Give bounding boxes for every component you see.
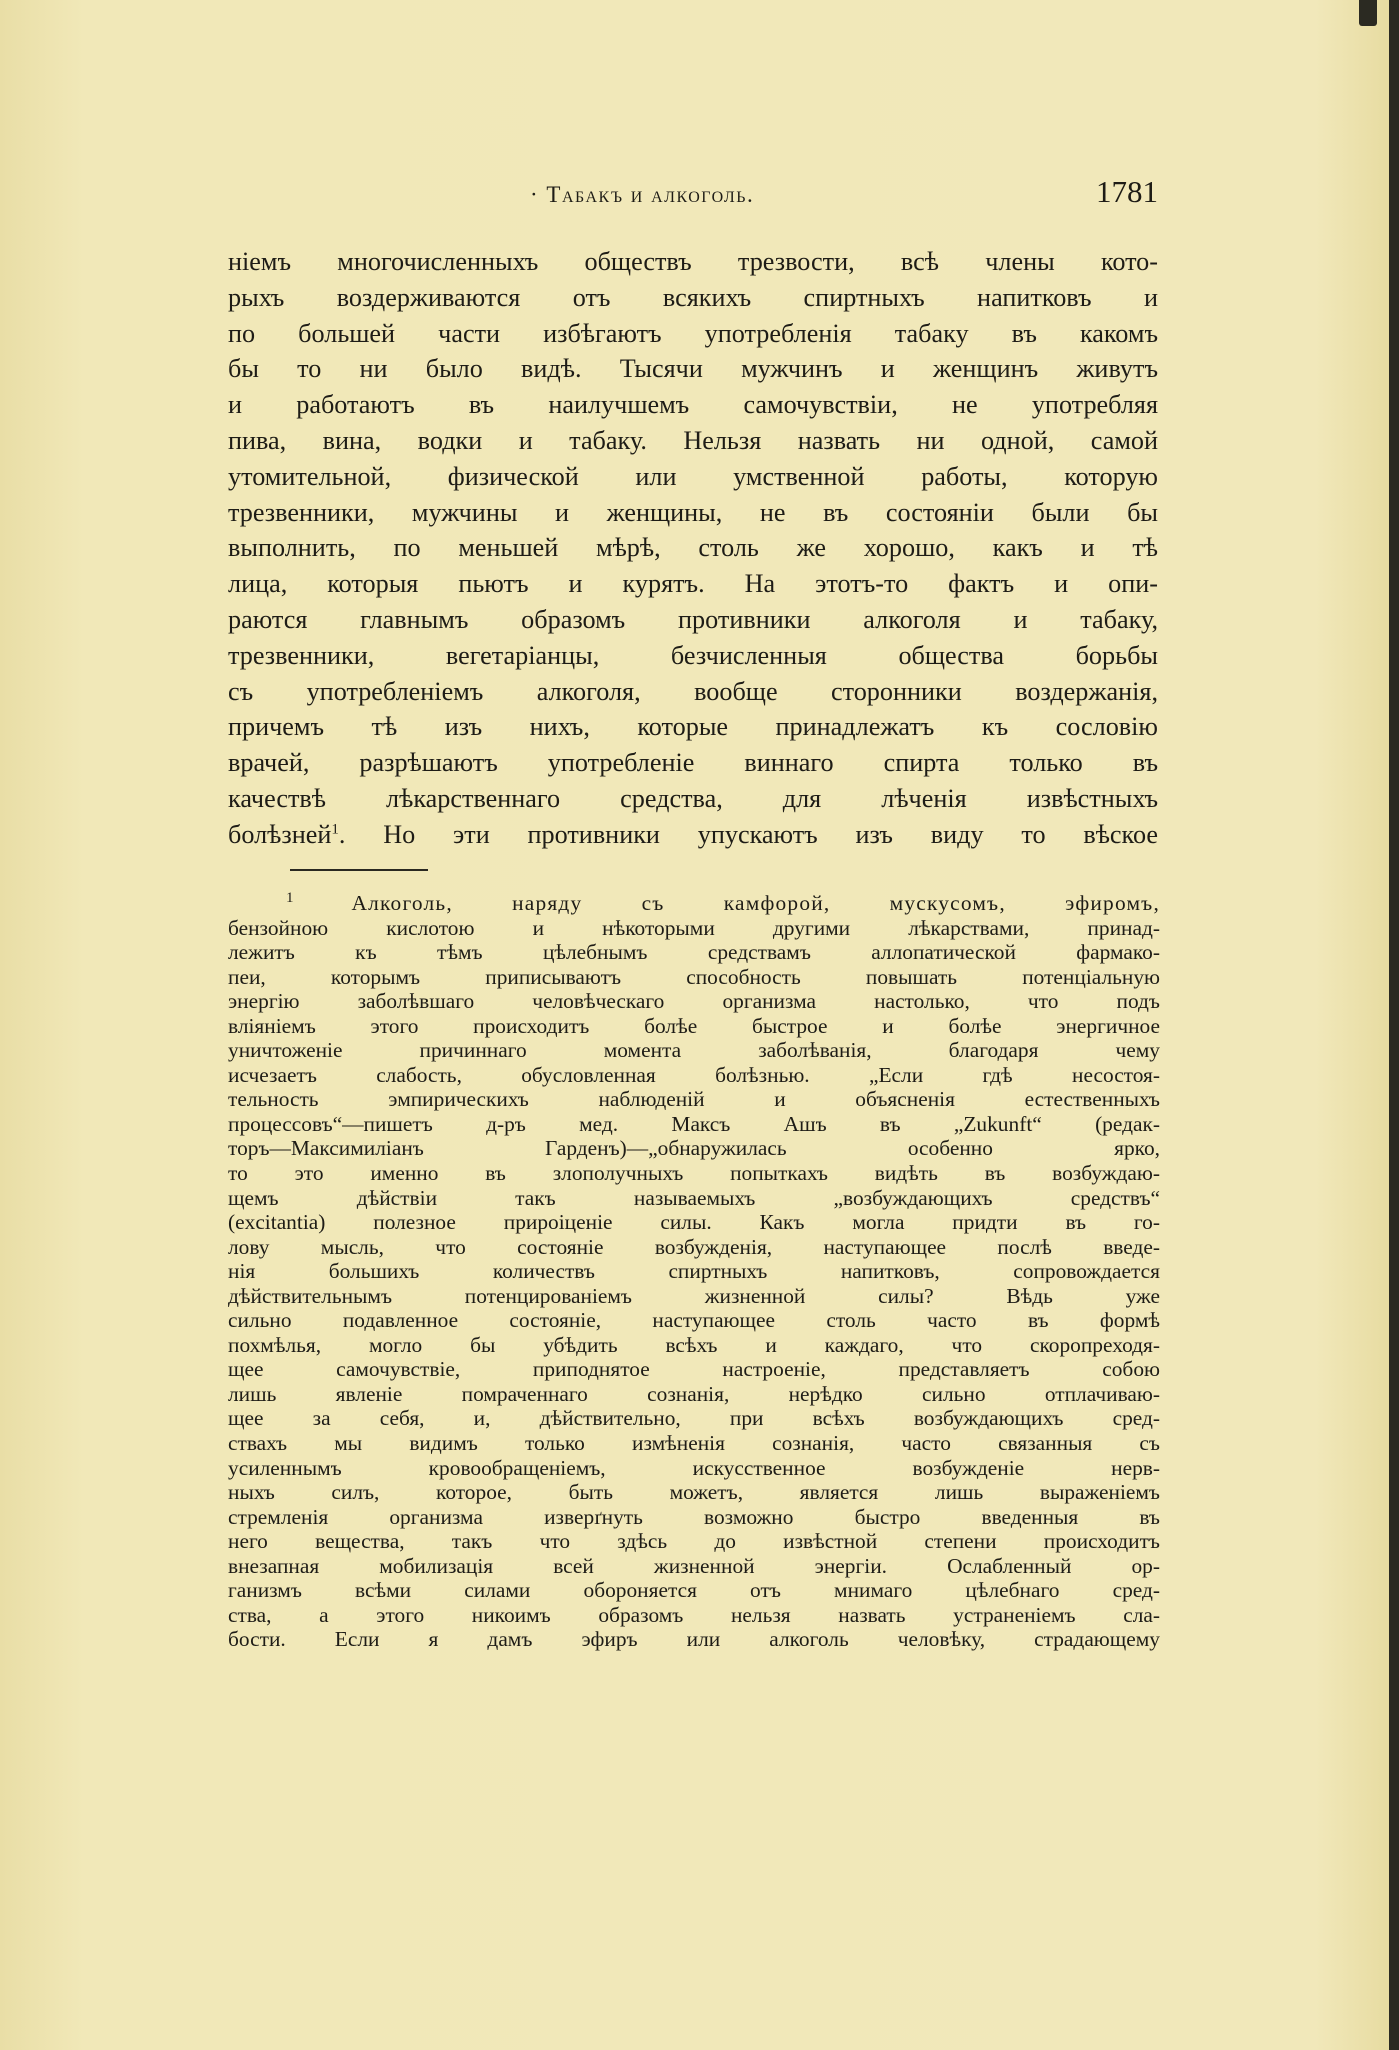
footnote-line: вліяніемъ этого происходитъ болѣе быстрое и болѣе энергичное [228, 1013, 1160, 1038]
body-line: рыхъ воздерживаются отъ всякихъ спиртныхъ напитковъ и [228, 282, 1158, 312]
body-line: лица, которыя пьютъ и курятъ. На этотъ-то фактъ и опи- [228, 569, 1158, 599]
footnote-line: ганизмъ всѣми силами обороняется отъ мнимаго цѣлебнаго сред- [228, 1578, 1160, 1603]
body-line: съ употребленіемъ алкоголя, вообще сторонники воздержанія, [228, 676, 1158, 706]
footnote-line: сильно подавленное состояніе, наступающее столь часто въ формѣ [228, 1308, 1160, 1333]
body-last-before: болѣзней [228, 819, 332, 849]
body-line-last [228, 817, 1158, 853]
body-last-after: . Но эти противники упускаютъ изъ виду то вѣское [338, 819, 1158, 849]
footnote-line: нія большихъ количествъ спиртныхъ напитковъ, сопровождается [228, 1259, 1160, 1284]
footnote-line: лежитъ къ тѣмъ цѣлебнымъ средствамъ аллопатической фармако- [228, 940, 1160, 965]
footnote-line: внезапная мобилизація всей жизненной энергіи. Ослабленный ор- [228, 1553, 1160, 1578]
footnote-line: процессовъ“—пишетъ д-ръ мед. Максъ Ашъ въ „Zukunft“ (редак- [228, 1111, 1160, 1136]
body-line: качествѣ лѣкарственнаго средства, для лѣченія извѣстныхъ [228, 783, 1158, 813]
footnote-line: бости. Если я дамъ эфиръ или алкоголь человѣку, страдающему [228, 1627, 1160, 1652]
body-line: трезвенники, мужчины и женщины, не въ состояніи были бы [228, 497, 1158, 527]
footnote-line: тельность эмпирическихъ наблюденій и объясненія естественныхъ [228, 1087, 1160, 1112]
footnote-line: ствахъ мы видимъ только измѣненія сознанія, часто связанныя съ [228, 1431, 1160, 1456]
body-text [228, 244, 1158, 853]
page-number: 1781 [1096, 174, 1158, 209]
footnote-line: (excitantia) полезное прироіценіе силы. Какъ могла придти въ го- [228, 1210, 1160, 1235]
scan-edge [1389, 0, 1399, 2050]
footnote-line [228, 891, 1160, 916]
footnote-line: лову мысль, что состояніе возбужденія, наступающее послѣ введе- [228, 1234, 1160, 1259]
body-line: и работаютъ въ наилучшемъ самочувствіи, не употребляя [228, 390, 1158, 420]
footnote-line: щее за себя, и, дѣйствительно, при всѣхъ возбуждающихъ сред- [228, 1406, 1160, 1431]
footnote-line: то это именно въ злополучныхъ попыткахъ видѣть въ возбуждаю- [228, 1161, 1160, 1186]
footnote-line: похмѣлья, могло бы убѣдить всѣхъ и каждаго, что скоропреходя- [228, 1332, 1160, 1357]
body-line: причемъ тѣ изъ нихъ, которые принадлежатъ къ сословію [228, 712, 1158, 742]
body-line: утомительной, физической или умственной работы, которую [228, 461, 1158, 491]
footnote-line: щее самочувствіе, приподнятое настроеніе, представляетъ собою [228, 1357, 1160, 1382]
footnote-line: щемъ дѣйствіи такъ называемыхъ „возбуждающихъ средствъ“ [228, 1185, 1160, 1210]
footnote-line: стремленія организма изверґнуть возможно быстро введенныя въ [228, 1504, 1160, 1529]
footnote-marker: 1 [286, 891, 294, 906]
body-line: трезвенники, вегетаріанцы, безчисленныя общества борьбы [228, 640, 1158, 670]
footnote-line: торъ—Максимиліанъ Гарденъ)—„обнаружилась особенно ярко, [228, 1136, 1160, 1161]
body-line: выполнить, по меньшей мѣрѣ, столь же хорошо, какъ и тѣ [228, 533, 1158, 563]
footnote-line: него вещества, такъ что здѣсь до извѣстной степени происходитъ [228, 1529, 1160, 1554]
footnote-line: ныхъ силъ, которое, быть можетъ, является лишь выраженіемъ [228, 1480, 1160, 1505]
binding-clip [1359, 0, 1377, 26]
body-line: ніемъ многочисленныхъ обществъ трезвости, всѣ члены кото- [228, 247, 1158, 276]
footnote-line: усиленнымъ кровообращеніемъ, искусственное возбужденіе нерв- [228, 1455, 1160, 1480]
footnote [228, 891, 1160, 1652]
footnote-line: бензойною кислотою и нѣкоторыми другими лѣкарствами, принад- [228, 915, 1160, 940]
body-line: бы то ни было видѣ. Тысячи мужчинъ и женщинъ живутъ [228, 354, 1158, 384]
footnote-ref[interactable]: 1 [331, 821, 339, 838]
body-line: раются главнымъ образомъ противники алкоголя и табаку, [228, 604, 1158, 634]
footnote-line: ства, а этого никоимъ образомъ нельзя назвать устраненіемъ сла- [228, 1602, 1160, 1627]
footnote-line-text: Алкоголь, наряду съ камфорой, мускусомъ, эфиромъ, [351, 891, 1160, 915]
running-head: · Табакъ и алкоголь. [530, 182, 755, 207]
footnote-line: энергію заболѣвшаго человѣческаго организма настолько, что подъ [228, 989, 1160, 1014]
body-line: по большей части избѣгаютъ употребленія табаку въ какомъ [228, 318, 1158, 348]
footnote-line: пеи, которымъ приписываютъ способность повышать потенціальную [228, 964, 1160, 989]
page-header [228, 176, 1158, 216]
footnote-line: дѣйствительнымъ потенцированіемъ жизненной силы? Вѣдь уже [228, 1283, 1160, 1308]
body-line: пива, вина, водки и табаку. Нельзя назвать ни одной, самой [228, 425, 1158, 455]
footnote-line: исчезаетъ слабость, обусловленная болѣзнью. „Если гдѣ несостоя- [228, 1062, 1160, 1087]
footnote-line: лишь явленіе помраченнаго сознанія, нерѣдко сильно отплачиваю- [228, 1381, 1160, 1406]
footnote-rule [290, 869, 428, 871]
footnote-line: уничтоженіе причиннаго момента заболѣванія, благодаря чему [228, 1038, 1160, 1063]
body-line: врачей, разрѣшаютъ употребленіе виннаго спирта только въ [228, 748, 1158, 778]
